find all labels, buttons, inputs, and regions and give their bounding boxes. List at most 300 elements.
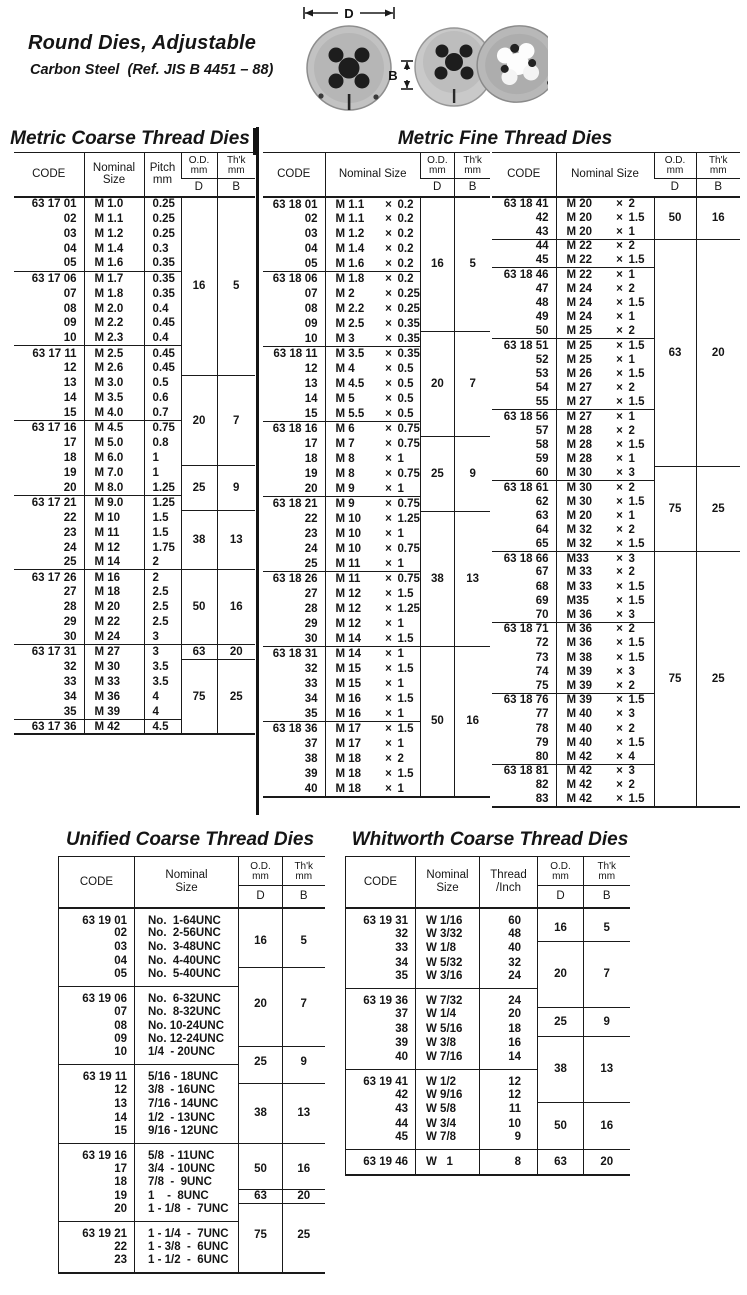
pitch-cell: 0.4 — [144, 301, 181, 316]
size-cell: M 20 × 1 — [556, 509, 654, 523]
size-cell: M 10 × 1 — [325, 527, 420, 542]
table-row — [346, 1036, 630, 1051]
size-cell: M 22 × 2 — [556, 239, 654, 253]
code-cell: 69 — [535, 594, 549, 607]
table-row — [59, 1046, 325, 1065]
code-cell: 23 — [59, 1254, 135, 1273]
size-cell: M 8 × 1 — [325, 452, 420, 467]
size-cell: M 1.2 × 0.2 — [325, 227, 420, 242]
size-cell: 1 - 1/8 - 7UNC — [135, 1203, 239, 1222]
size-cell: M 6 × 0.75 — [325, 422, 420, 437]
size-cell: M 22 × 1.5 — [556, 253, 654, 267]
pitch-cell: 0.25 — [144, 197, 181, 212]
code-cell: 57 — [535, 424, 549, 437]
thk-cell: 7 — [217, 376, 255, 466]
code-cell: 43 — [535, 225, 549, 238]
size-cell: M 27 × 1 — [556, 409, 654, 423]
size-cell: M 2.5 — [84, 346, 144, 361]
column-header-code: CODE — [14, 153, 84, 197]
size-cell: M 1.1 × 0.2 — [325, 197, 420, 212]
size-cell: M 2.5 × 0.35 — [325, 317, 420, 332]
thk-cell: 25 — [217, 660, 255, 735]
code-cell: 55 — [535, 395, 549, 408]
od-cell: 20 — [420, 332, 454, 437]
heading-metric-coarse: Metric Coarse Thread Dies — [10, 128, 250, 149]
table-row — [14, 465, 255, 480]
code-cell: 27 — [63, 586, 77, 599]
code-cell: 02 — [304, 213, 318, 225]
code-cell: 63 19 06 — [59, 986, 135, 1005]
od-cell: 16 — [239, 908, 283, 968]
size-cell: M 1.0 — [84, 197, 144, 212]
size-cell: M 22 × 1 — [556, 267, 654, 281]
table-row — [263, 512, 490, 527]
size-cell: M 6.0 — [84, 450, 144, 465]
code-cell: 63 19 31 — [346, 908, 416, 927]
pitch-cell: 3 — [144, 630, 181, 645]
pitch-cell: 1 — [144, 450, 181, 465]
size-cell: 3/8 - 16UNC — [135, 1083, 239, 1097]
size-cell: M 10 × 0.75 — [325, 542, 420, 557]
table-row — [14, 645, 255, 660]
code-cell: 39 — [346, 1036, 416, 1051]
pitch-cell: 1 — [144, 465, 181, 480]
size-cell: M 1.1 — [84, 211, 144, 226]
code-cell: 10 — [59, 1046, 135, 1065]
pitch-cell: 4 — [144, 689, 181, 704]
code-cell: 30 — [63, 630, 77, 643]
code-cell: 78 — [535, 722, 549, 735]
table-row — [346, 1102, 630, 1117]
size-cell: M 18 × 2 — [325, 752, 420, 767]
size-cell: M 27 × 1.5 — [556, 395, 654, 409]
size-cell: M 26 × 1.5 — [556, 367, 654, 381]
code-cell: 24 — [304, 543, 318, 555]
table-row — [14, 510, 255, 525]
metric-fine-table-left — [263, 152, 490, 798]
od-cell: 63 — [654, 239, 696, 466]
size-cell: M 27 × 2 — [556, 381, 654, 395]
code-cell: 63 — [535, 509, 549, 522]
thk-cell: 20 — [696, 239, 740, 466]
code-cell: 15 — [63, 406, 77, 419]
size-cell: M 39 × 2 — [556, 679, 654, 693]
size-cell: M 1.2 — [84, 226, 144, 241]
od-cell: 38 — [181, 510, 217, 570]
unified-coarse-table — [58, 856, 325, 1274]
pitch-cell: 0.25 — [144, 226, 181, 241]
code-cell: 19 — [59, 1189, 135, 1203]
size-cell: M 8.0 — [84, 480, 144, 495]
size-cell: M 22 — [84, 615, 144, 630]
size-cell: W 1/4 — [416, 1007, 480, 1022]
code-cell: 63 17 26 — [14, 570, 84, 585]
code-cell: 20 — [304, 482, 318, 495]
code-cell: 72 — [535, 637, 549, 650]
pitch-cell: 0.4 — [144, 331, 181, 346]
tpi-cell: 48 — [480, 927, 538, 942]
size-cell: 7/16 - 14UNC — [135, 1097, 239, 1111]
od-cell: 63 — [181, 645, 217, 660]
code-cell: 60 — [535, 466, 549, 479]
column-header-thk: Th'k mm — [584, 857, 630, 886]
thk-cell: 13 — [584, 1036, 630, 1102]
size-cell: M 25 × 2 — [556, 324, 654, 338]
pitch-cell: 4.5 — [144, 719, 181, 734]
code-cell: 12 — [59, 1083, 135, 1097]
code-cell: 02 — [59, 927, 135, 941]
table-row — [346, 908, 630, 927]
column-header-thk: Th'k mm — [454, 153, 490, 179]
size-cell: M 1.7 — [84, 271, 144, 286]
code-cell: 63 18 76 — [492, 693, 556, 707]
heading-unified: Unified Coarse Thread Dies — [65, 829, 315, 850]
size-cell: M 2.2 — [84, 316, 144, 331]
size-cell: M 14 × 1.5 — [325, 632, 420, 647]
od-cell: 50 — [420, 647, 454, 797]
heading-whitworth: Whitworth Coarse Thread Dies — [351, 829, 629, 850]
pitch-cell: 0.35 — [144, 271, 181, 286]
size-cell: M 40 × 1.5 — [556, 736, 654, 750]
size-cell: W 1/8 — [416, 941, 480, 956]
size-cell: M 28 × 2 — [556, 424, 654, 438]
code-cell: 22 — [63, 511, 77, 524]
code-cell: 63 18 66 — [492, 551, 556, 565]
size-cell: W 3/32 — [416, 927, 480, 942]
size-cell: M 1.6 — [84, 256, 144, 271]
code-cell: 40 — [304, 782, 318, 795]
pitch-cell: 2.5 — [144, 585, 181, 600]
code-cell: 34 — [63, 690, 77, 703]
size-cell: M 18 × 1 — [325, 782, 420, 797]
code-cell: 63 18 36 — [263, 722, 325, 737]
code-cell: 09 — [304, 318, 318, 330]
column-header-b: B — [454, 179, 490, 197]
od-cell: 38 — [420, 512, 454, 647]
code-cell: 10 — [63, 332, 77, 345]
code-cell: 34 — [304, 693, 318, 705]
table-row — [59, 1143, 325, 1162]
size-cell: M 14 × 1 — [325, 647, 420, 662]
code-cell: 53 — [535, 367, 549, 380]
size-cell: M 1.8 — [84, 286, 144, 301]
column-header-b: B — [283, 886, 325, 908]
heading-metric-fine: Metric Fine Thread Dies — [397, 128, 613, 149]
od-cell: 20 — [239, 968, 283, 1046]
od-cell: 20 — [538, 941, 584, 1007]
pitch-cell: 3.5 — [144, 675, 181, 690]
column-header-od: O.D. mm — [181, 153, 217, 179]
size-cell: M 4.0 — [84, 406, 144, 421]
size-cell: No. 10-24UNC — [135, 1019, 239, 1033]
code-cell: 10 — [304, 332, 318, 345]
size-cell: M 3 × 0.35 — [325, 332, 420, 347]
code-cell: 13 — [304, 378, 318, 390]
code-cell: 19 — [304, 468, 318, 480]
code-cell: 37 — [304, 738, 318, 750]
thk-cell: 13 — [454, 512, 490, 647]
code-cell: 63 17 16 — [14, 421, 84, 436]
size-cell: No. 12-24UNC — [135, 1032, 239, 1046]
size-cell: M 2 × 0.25 — [325, 287, 420, 302]
table-row — [263, 647, 490, 662]
code-cell: 07 — [304, 288, 318, 300]
code-cell: 63 18 01 — [263, 197, 325, 212]
size-cell: M 1.8 × 0.2 — [325, 272, 420, 287]
od-cell: 50 — [538, 1102, 584, 1150]
size-cell: W 5/32 — [416, 956, 480, 971]
table-row — [14, 660, 255, 675]
od-cell: 63 — [538, 1150, 584, 1176]
size-cell: M 18 × 1.5 — [325, 767, 420, 782]
table-row — [346, 1150, 630, 1176]
code-cell: 63 18 61 — [492, 480, 556, 494]
code-cell: 32 — [304, 663, 318, 675]
column-header-size: Nominal Size — [416, 857, 480, 908]
code-cell: 80 — [535, 750, 549, 763]
size-cell: M 16 — [84, 570, 144, 585]
od-cell: 38 — [538, 1036, 584, 1102]
size-cell: W 9/16 — [416, 1088, 480, 1103]
pitch-cell: 3 — [144, 645, 181, 660]
code-cell: 35 — [346, 970, 416, 989]
od-cell: 25 — [538, 1007, 584, 1036]
thk-cell: 16 — [283, 1143, 325, 1189]
code-cell: 04 — [304, 243, 318, 255]
column-header-d: D — [420, 179, 454, 197]
size-cell: 1 - 3/8 - 6UNC — [135, 1240, 239, 1254]
code-cell: 63 18 21 — [263, 497, 325, 512]
tpi-cell: 14 — [480, 1051, 538, 1070]
pitch-cell: 0.7 — [144, 406, 181, 421]
code-cell: 33 — [63, 675, 77, 688]
size-cell: M 25 × 1 — [556, 353, 654, 367]
size-cell: M 24 — [84, 630, 144, 645]
size-cell: M 3.5 — [84, 391, 144, 406]
size-cell: 1 - 1/2 - 6UNC — [135, 1254, 239, 1273]
code-cell: 63 17 11 — [14, 346, 84, 361]
size-cell: M 42 × 3 — [556, 764, 654, 778]
code-cell: 67 — [535, 566, 549, 579]
pitch-cell: 1.5 — [144, 510, 181, 525]
tpi-cell: 24 — [480, 970, 538, 989]
size-cell: M 12 — [84, 540, 144, 555]
pitch-cell: 0.25 — [144, 211, 181, 226]
column-header-size: Nominal Size — [325, 153, 420, 197]
thk-cell: 13 — [217, 510, 255, 570]
size-cell: M 36 × 3 — [556, 608, 654, 622]
size-cell: No. 8-32UNC — [135, 1005, 239, 1019]
size-cell: M 14 — [84, 555, 144, 570]
code-cell: 37 — [346, 1007, 416, 1022]
table-row — [59, 1189, 325, 1203]
column-header-thread: Thread /Inch — [480, 857, 538, 908]
code-cell: 45 — [346, 1131, 416, 1150]
column-header-d: D — [654, 179, 696, 197]
size-cell: M 39 × 1.5 — [556, 693, 654, 707]
od-cell: 25 — [239, 1046, 283, 1083]
column-header-b: B — [584, 886, 630, 908]
thk-cell: 5 — [454, 197, 490, 332]
size-cell: M 2.3 — [84, 331, 144, 346]
code-cell: 29 — [63, 616, 77, 629]
size-cell: 1 - 1/4 - 7UNC — [135, 1222, 239, 1241]
table-row — [14, 570, 255, 585]
code-cell: 18 — [304, 453, 318, 465]
page-title: Round Dies, Adjustable — [28, 32, 257, 54]
size-cell: M 39 — [84, 704, 144, 719]
thk-cell: 5 — [217, 197, 255, 376]
size-cell: 3/4 - 10UNC — [135, 1162, 239, 1176]
column-header-b: B — [217, 179, 255, 197]
code-cell: 43 — [346, 1102, 416, 1117]
size-cell: M 20 × 2 — [556, 197, 654, 211]
table-row — [492, 197, 740, 211]
size-cell: M 15 × 1.5 — [325, 662, 420, 677]
thk-cell: 5 — [283, 908, 325, 968]
code-cell: 40 — [346, 1051, 416, 1070]
code-cell: 32 — [63, 661, 77, 674]
code-cell: 09 — [63, 317, 77, 330]
thk-cell: 20 — [584, 1150, 630, 1176]
code-cell: 63 18 56 — [492, 409, 556, 423]
code-cell: 12 — [304, 363, 318, 375]
thk-cell: 9 — [217, 465, 255, 510]
code-cell: 05 — [304, 257, 318, 270]
code-cell: 08 — [63, 302, 77, 315]
size-cell: M 42 × 1.5 — [556, 792, 654, 806]
table-row — [59, 908, 325, 927]
column-header-od: O.D. mm — [239, 857, 283, 886]
size-cell: M 42 × 4 — [556, 750, 654, 764]
size-cell: M 30 × 3 — [556, 466, 654, 480]
size-cell: M 1.4 × 0.2 — [325, 242, 420, 257]
pitch-cell: 0.3 — [144, 241, 181, 256]
size-cell: M 11 — [84, 525, 144, 540]
size-cell: M 16 × 1.5 — [325, 692, 420, 707]
thk-cell: 16 — [217, 570, 255, 645]
size-cell: M 4.5 × 0.5 — [325, 377, 420, 392]
code-cell: 28 — [304, 603, 318, 615]
size-cell: M 3.5 × 0.35 — [325, 347, 420, 362]
size-cell: M 7.0 — [84, 465, 144, 480]
code-cell: 05 — [59, 968, 135, 987]
size-cell: No. 6-32UNC — [135, 986, 239, 1005]
code-cell: 33 — [304, 678, 318, 690]
size-cell: W 3/16 — [416, 970, 480, 989]
column-header-od: O.D. mm — [538, 857, 584, 886]
code-cell: 63 19 46 — [346, 1150, 416, 1176]
size-cell: M 36 — [84, 689, 144, 704]
size-cell: M 15 × 1 — [325, 677, 420, 692]
code-cell: 63 18 41 — [492, 197, 556, 211]
od-cell: 75 — [654, 466, 696, 551]
pitch-cell: 2 — [144, 555, 181, 570]
thk-cell: 20 — [217, 645, 255, 660]
size-cell: 9/16 - 12UNC — [135, 1125, 239, 1144]
code-cell: 52 — [535, 353, 549, 366]
code-cell: 68 — [535, 580, 549, 593]
size-cell: No. 5-40UNC — [135, 968, 239, 987]
code-cell: 63 17 31 — [14, 645, 84, 660]
pitch-cell: 1.25 — [144, 480, 181, 495]
column-header-code: CODE — [346, 857, 416, 908]
size-cell: 7/8 - 9UNC — [135, 1175, 239, 1189]
section-divider — [256, 127, 259, 815]
code-cell: 19 — [63, 466, 77, 479]
size-cell: W 3/8 — [416, 1036, 480, 1051]
code-cell: 48 — [535, 296, 549, 309]
thk-cell: 16 — [696, 197, 740, 240]
code-cell: 35 — [304, 707, 318, 720]
code-cell: 30 — [304, 632, 318, 645]
size-cell: M 32 × 2 — [556, 523, 654, 537]
die-back-icon — [470, 18, 548, 109]
code-cell: 63 17 36 — [14, 719, 84, 734]
size-cell: 1 - 8UNC — [135, 1189, 239, 1203]
code-cell: 03 — [59, 940, 135, 954]
size-cell: M 2.2 × 0.25 — [325, 302, 420, 317]
code-cell: 79 — [535, 736, 549, 749]
size-cell: M 38 × 1.5 — [556, 651, 654, 665]
size-cell: M 18 — [84, 585, 144, 600]
size-cell: M 20 × 1.5 — [556, 211, 654, 225]
pitch-cell: 2 — [144, 570, 181, 585]
column-header-thk: Th'k mm — [283, 857, 325, 886]
column-header-code: CODE — [492, 153, 556, 197]
code-cell: 33 — [346, 941, 416, 956]
column-header-d: D — [538, 886, 584, 908]
size-cell: M 4 × 0.5 — [325, 362, 420, 377]
table-row — [59, 968, 325, 987]
die-front-icon — [307, 26, 391, 110]
code-cell: 49 — [535, 311, 549, 324]
thk-cell: 5 — [584, 908, 630, 942]
pitch-cell: 2.5 — [144, 615, 181, 630]
code-cell: 75 — [535, 679, 549, 692]
column-header-code: CODE — [263, 153, 325, 197]
thk-cell: 7 — [283, 968, 325, 1046]
size-cell: M 2.6 — [84, 361, 144, 376]
tpi-cell: 8 — [480, 1150, 538, 1176]
thk-cell: 25 — [696, 466, 740, 551]
code-cell: 44 — [492, 239, 556, 253]
size-cell: M 9 × 1 — [325, 482, 420, 497]
size-cell: W 1/2 — [416, 1069, 480, 1088]
column-header-d: D — [239, 886, 283, 908]
code-cell: 44 — [346, 1117, 416, 1132]
thk-cell: 16 — [584, 1102, 630, 1150]
pitch-cell: 1.75 — [144, 540, 181, 555]
code-cell: 63 18 26 — [263, 572, 325, 587]
pitch-cell: 0.45 — [144, 346, 181, 361]
code-cell: 63 18 51 — [492, 338, 556, 352]
code-cell: 63 18 31 — [263, 647, 325, 662]
table-row — [263, 437, 490, 452]
size-cell: M35 × 1.5 — [556, 594, 654, 608]
code-cell: 17 — [304, 438, 318, 450]
size-cell: M 16 × 1 — [325, 707, 420, 722]
code-cell: 63 18 16 — [263, 422, 325, 437]
size-cell: No. 2-56UNC — [135, 927, 239, 941]
pitch-cell: 0.35 — [144, 286, 181, 301]
od-cell: 50 — [181, 570, 217, 645]
code-cell: 20 — [63, 481, 77, 494]
od-cell: 20 — [181, 376, 217, 466]
code-cell: 23 — [304, 528, 318, 540]
code-cell: 62 — [535, 495, 549, 508]
code-cell: 03 — [304, 228, 318, 240]
